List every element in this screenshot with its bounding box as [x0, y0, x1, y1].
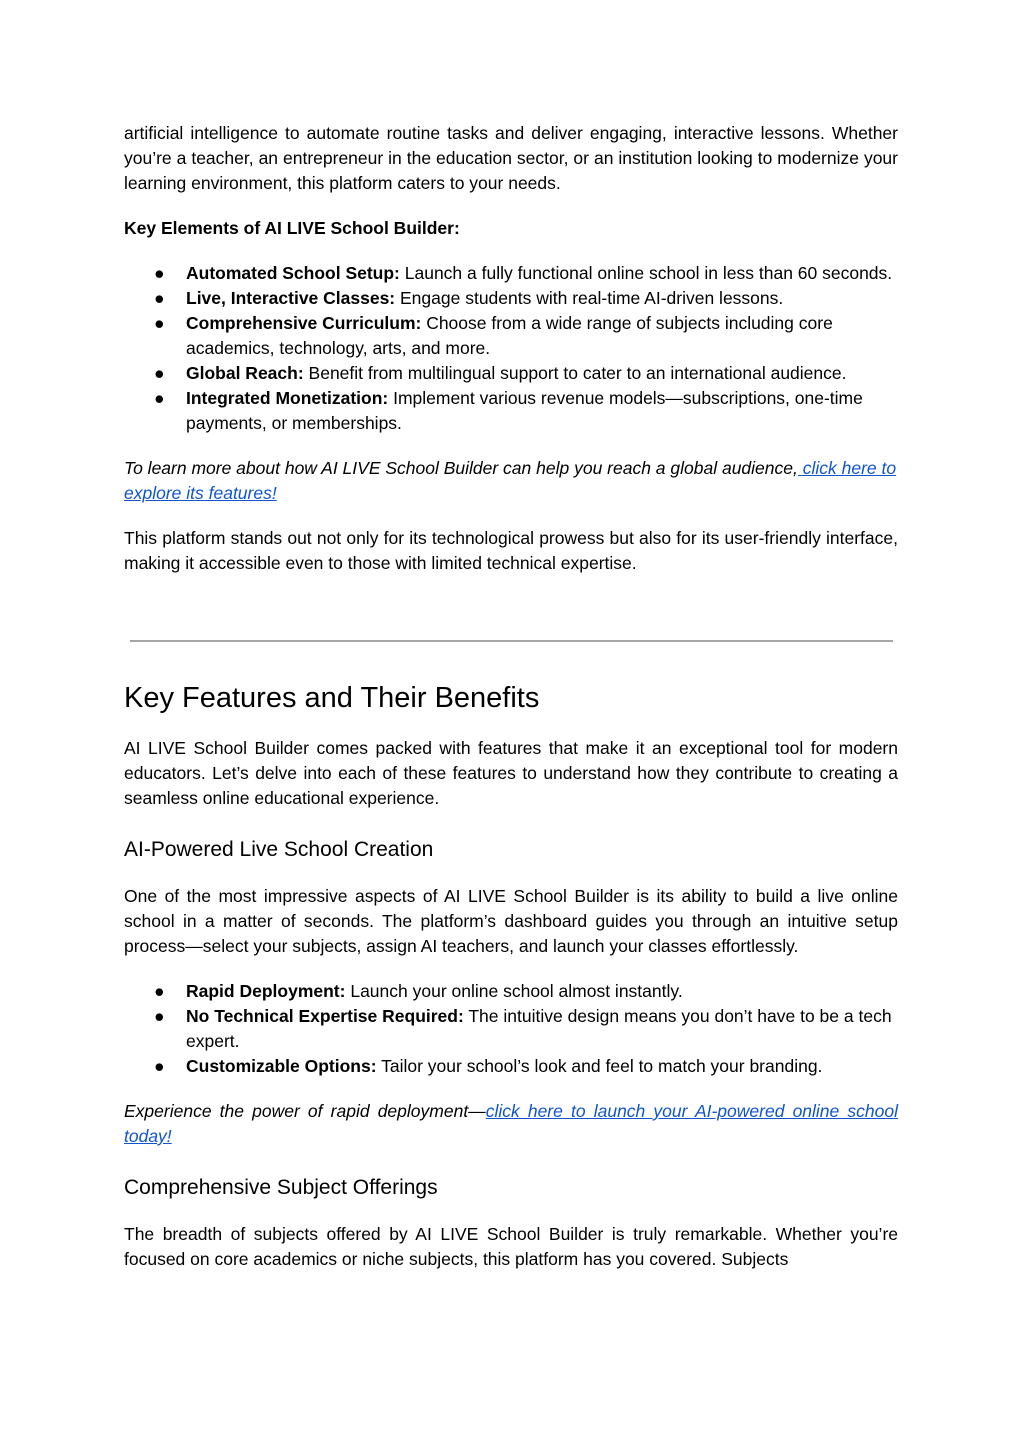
list-item-label: Integrated Monetization:: [186, 388, 389, 408]
list-item-label: Live, Interactive Classes:: [186, 288, 396, 308]
list-item: [124, 261, 898, 286]
launch-school-callout: [124, 1099, 898, 1149]
list-item-text: Tailor your school’s look and feel to match your branding.: [376, 1056, 823, 1076]
list-item-label: Rapid Deployment:: [186, 981, 346, 1001]
list-item-label: Global Reach:: [186, 363, 304, 383]
platform-paragraph: This platform stands out not only for its technological prowess but also for its user‑friendly interface, making it accessible even to those with limited technical expertise.: [124, 528, 898, 573]
subsection-title: Comprehensive Subject Offerings: [124, 1176, 438, 1199]
bullet-icon: ●: [154, 388, 165, 408]
explore-features-link[interactable]: click here to explore its features!: [124, 458, 897, 503]
bullet-icon: ●: [154, 313, 165, 333]
list-item: [124, 311, 898, 361]
list-item: [124, 979, 898, 1004]
list-item-text: Benefit from multilingual support to cater to an international audience.: [303, 363, 847, 383]
features-section: [124, 681, 898, 1272]
bullet-icon: ●: [154, 263, 165, 283]
bullet-icon: ●: [154, 363, 165, 383]
list-item: [124, 361, 898, 386]
list-item-text: The intuitive design means you don’t have to be a tech expert.: [186, 1006, 892, 1051]
launch-school-link[interactable]: click here to launch your AI‑powered online school today!: [124, 1101, 898, 1146]
list-item-label: Comprehensive Curriculum:: [186, 313, 422, 333]
bullet-icon: ●: [154, 1056, 165, 1076]
list-item-label: Automated School Setup:: [186, 263, 400, 283]
features-intro-paragraph: AI LIVE School Builder comes packed with features that make it an exceptional tool for modern educators. Let’s delve into each of these features to understand how they contribute to creating a seamless online educational experience.: [124, 738, 898, 808]
list-item-text: Engage students with real‑time AI‑driven lessons.: [395, 288, 784, 308]
list-item: [124, 1054, 898, 1079]
list-item-text: Implement various revenue models—subscriptions, one‑time payments, or memberships.: [186, 388, 863, 433]
live-school-benefits-list: [124, 979, 898, 1079]
callout-text: Experience the power of rapid deployment—: [124, 1101, 486, 1121]
subsection-title: AI‑Powered Live School Creation: [124, 838, 434, 861]
key-elements-heading: Key Elements of AI LIVE School Builder:: [124, 218, 460, 238]
list-item-text: Launch a fully functional online school in less than 60 seconds.: [399, 263, 893, 283]
bullet-icon: ●: [154, 981, 165, 1001]
page-content: [124, 121, 898, 576]
list-item-label: Customizable Options:: [186, 1056, 377, 1076]
subjects-paragraph: The breadth of subjects offered by AI LIVE School Builder is truly remarkable. Whether you’re focused on core academics or niche subjects, this platform has you covered. Subjects: [124, 1224, 898, 1269]
list-item-label: No Technical Expertise Required:: [186, 1006, 464, 1026]
section-title: Key Features and Their Benefits: [124, 682, 540, 714]
list-item: [124, 386, 898, 436]
list-item-text: Launch your online school almost instantly.: [345, 981, 683, 1001]
bullet-icon: ●: [154, 288, 165, 308]
list-item: [124, 286, 898, 311]
section-divider: [130, 640, 893, 642]
live-school-paragraph: One of the most impressive aspects of AI LIVE School Builder is its ability to build a live online school in a matter of seconds. The platform’s dashboard guides you through an intuitive setup process—select your subjects, assign AI teachers, and launch your classes effortlessly.: [124, 886, 898, 956]
intro-paragraph: artificial intelligence to automate routine tasks and deliver engaging, interactive lessons. Whether you’re a teacher, an entrepreneur in the education sector, or an institution looking to modernize your learning environment, this platform caters to your needs.: [124, 123, 898, 193]
list-item: [124, 1004, 898, 1054]
explore-features-callout: [124, 456, 898, 506]
list-item-text: Choose from a wide range of subjects including core academics, technology, arts, and more.: [186, 313, 833, 358]
callout-text: To learn more about how AI LIVE School Builder can help you reach a global audience,: [124, 458, 798, 478]
key-elements-list: [124, 261, 898, 436]
bullet-icon: ●: [154, 1006, 165, 1026]
